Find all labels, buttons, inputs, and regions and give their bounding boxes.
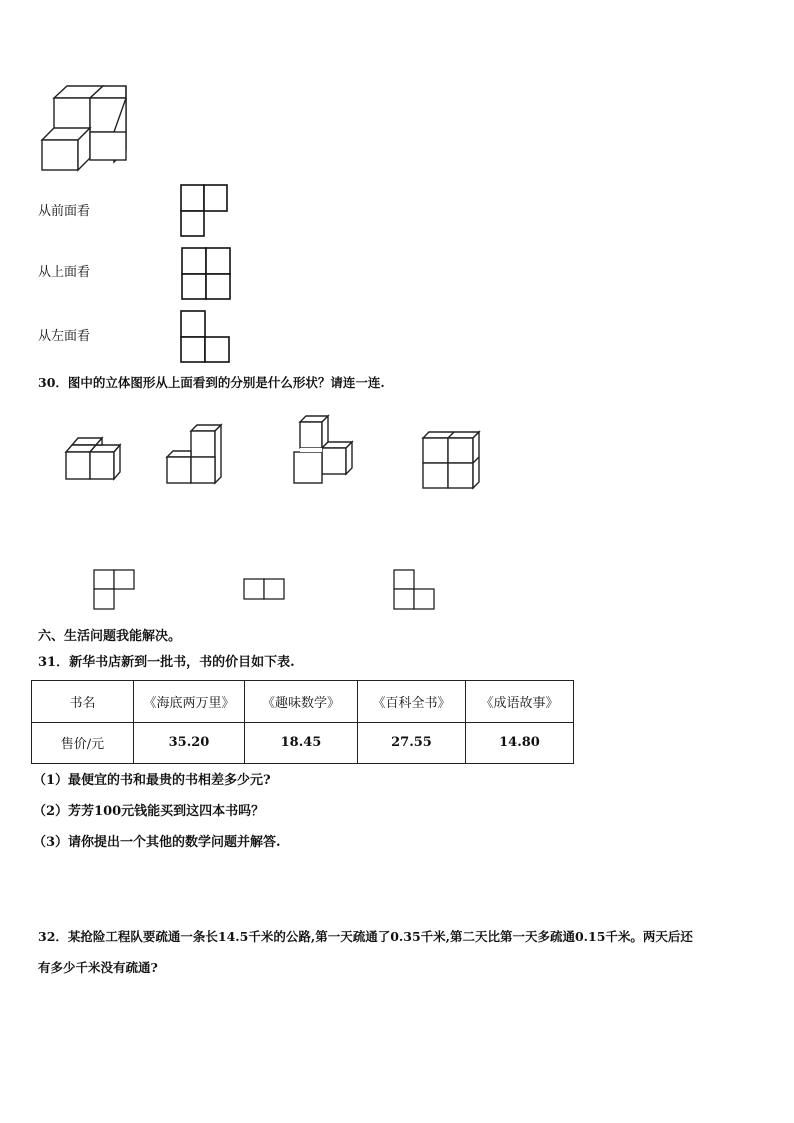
- subquestion-3: （3）请你提出一个其他的数学问题并解答.: [33, 835, 281, 850]
- table-book-price: 14.80: [466, 722, 574, 764]
- solid-figure-2: [165, 423, 229, 485]
- table-price-label: 售价/元: [32, 722, 134, 764]
- front-view-grid: [180, 184, 230, 238]
- table-book-name: 《趣味数学》: [245, 681, 358, 723]
- table-book-name: 《成语故事》: [466, 681, 574, 723]
- left-view-grid: [180, 309, 232, 365]
- table-header-cell: 书名: [32, 681, 134, 723]
- table-row: [32, 722, 574, 764]
- question-32-line-2: 有多少千米没有疏通?: [38, 960, 158, 975]
- table-book-name: 《海底两万里》: [134, 681, 245, 723]
- solid-figure-q29: [40, 82, 132, 174]
- view-label-top: 从上面看: [38, 265, 91, 280]
- question-30-text: 30．图中的立体图形从上面看到的分别是什么形状？请连一连.: [38, 375, 385, 390]
- match-shape-2: [243, 578, 287, 602]
- subquestion-2: （2）芳芳100元钱能买到这四本书吗？: [33, 804, 265, 819]
- section-6-title: 六、生活问题我能解决。: [38, 629, 182, 644]
- match-shape-3: [393, 569, 437, 611]
- table-book-price: 35.20: [134, 722, 245, 764]
- price-table: [31, 680, 574, 764]
- solid-figure-4: [421, 430, 485, 492]
- table-row: [32, 681, 574, 723]
- top-view-grid: [180, 246, 232, 302]
- question-31-text: 31．新华书店新到一批书，书的价目如下表.: [38, 655, 295, 670]
- table-book-price: 27.55: [358, 722, 466, 764]
- solid-figure-3: [292, 414, 362, 486]
- subquestion-1: （1）最便宜的书和最贵的书相差多少元?: [33, 773, 271, 788]
- view-label-front: 从前面看: [38, 204, 91, 219]
- view-label-left: 从左面看: [38, 329, 91, 344]
- question-32-line-1: 32．某抢险工程队要疏通一条长14.5千米的公路,第一天疏通了0.35千米,第二天比第一天多疏通0.15千米。两天后还: [38, 929, 693, 944]
- match-shape-1: [93, 569, 137, 611]
- solid-figure-1: [64, 436, 128, 482]
- table-book-price: 18.45: [245, 722, 358, 764]
- table-book-name: 《百科全书》: [358, 681, 466, 723]
